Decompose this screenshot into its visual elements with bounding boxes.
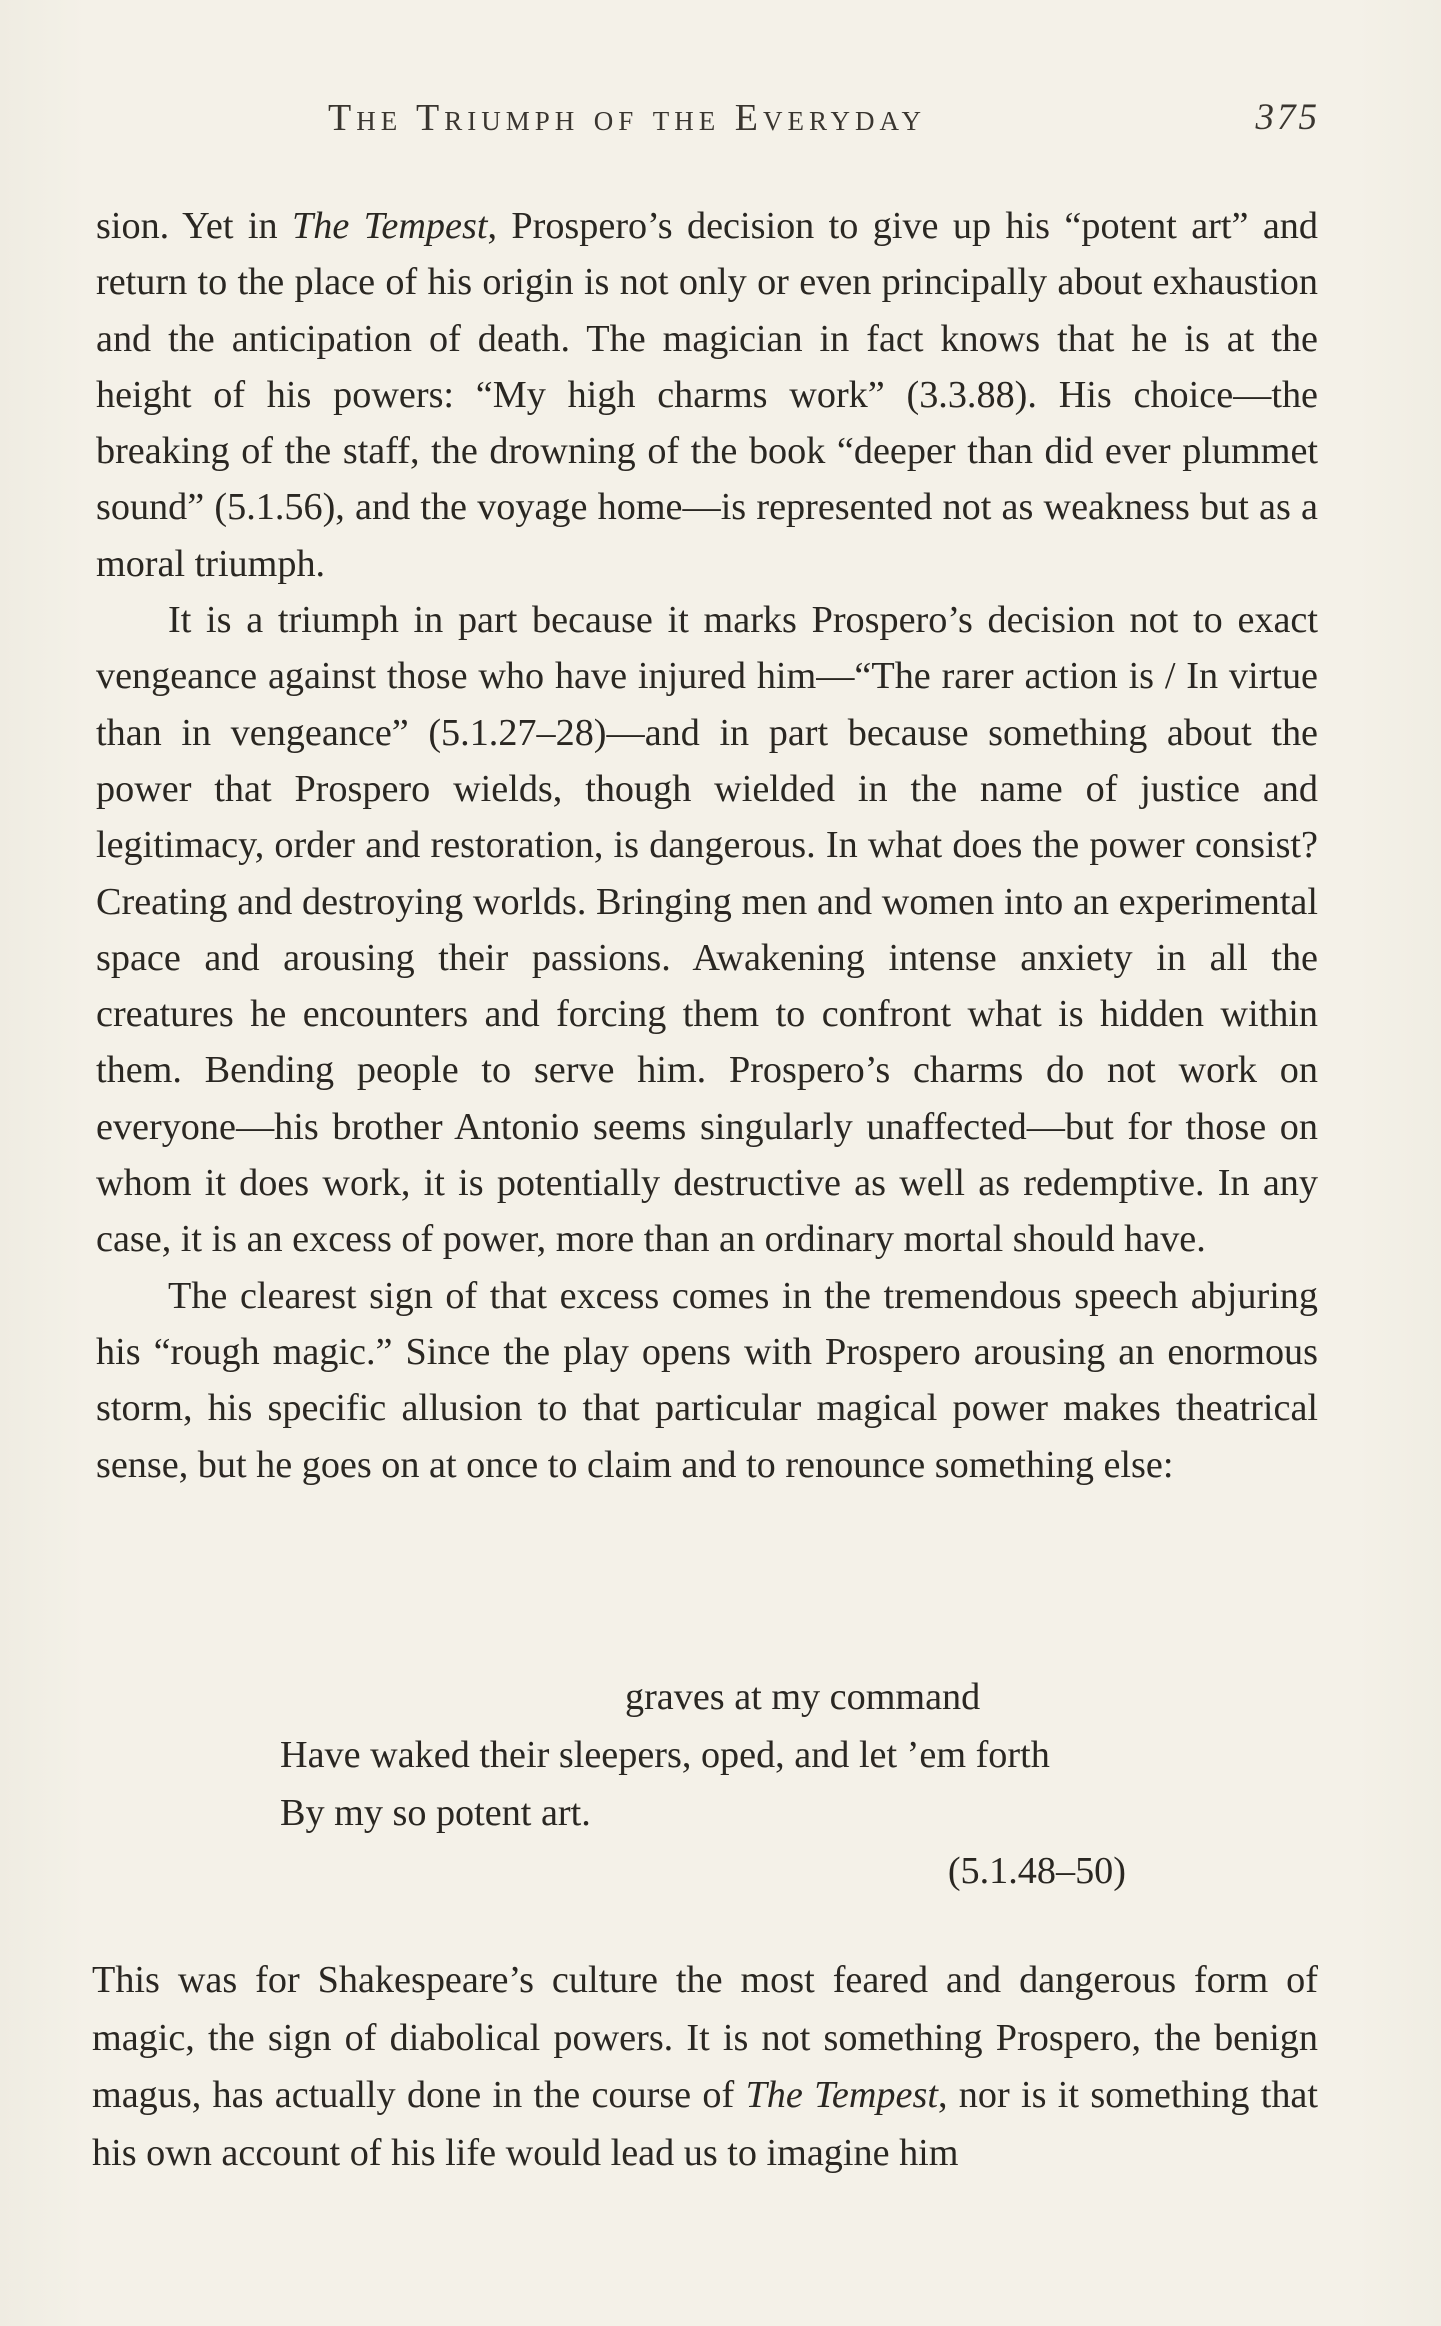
text-run: sion. Yet in [96, 205, 292, 247]
quote-line: Have waked their sleepers, oped, and let ’em forth [280, 1734, 1050, 1776]
paragraph-3 [96, 1268, 1318, 1493]
quote-citation: (5.1.48–50) [947, 1850, 1126, 1892]
paragraph-1 [96, 198, 1318, 592]
text-run: It is a triumph in part because it marks Prospero’s decision not to exact vengeance against those who have injured him—“The rarer action is / In virtue than in vengeance” (5.1.27–28)—and in part because something about the power that Prospero wields, though wielded in the name of justice and legitimacy, order and restoration, is dangerous. In what does the power consist? Creating and destroying worlds. Bringing men and women into an experimental space and arousing their passions. Awakening intense anxiety in all the creatures he encounters and forcing them to confront what is hidden within them. Bending people to serve him. Prospero’s charms do not work on everyone—his brother Antonio seems singularly unaffected—but for those on whom it does work, it is potentially destructive as well as redemptive. In any case, it is an excess of power, more than an ordinary mortal should have. [96, 599, 1318, 1261]
text-run: , nor is it something that his own account of his life would lead us to imagine him [92, 2074, 1318, 2174]
text-run: This was for Shakespeare’s culture the most feared and dangerous form of magic, the sign of diabolical powers. It is not something Prospero, the benign magus, has actually done in the course of [92, 1959, 1318, 2116]
paragraph-4 [92, 1952, 1318, 2182]
running-title: The Triumph of the Everyday [328, 97, 926, 139]
paragraph-2 [96, 592, 1318, 1268]
quote-line: graves at my command [625, 1676, 981, 1718]
quote-line: By my so potent art. [280, 1792, 591, 1834]
body-text [96, 198, 1318, 1493]
text-run: The clearest sign of that excess comes in the tremendous speech abjuring his “rough magic.” Since the play opens with Prospero arousing an enormous storm, his specific allusion to that particular magical power makes theatrical sense, but he goes on at once to claim and to renounce something else: [96, 1274, 1318, 1486]
text-run: , Prospero’s decision to give up his “potent art” and return to the place of his origin is not only or even principally about exhaustion and the anticipation of death. The magician in fact knows that he is at the height of his powers: “My high charms work” (3.3.88). His choice—the breaking of the staff, the drowning of the book “deeper than did ever plummet sound” (5.1.56), and the voyage home—is represented not as weakness but as a moral triumph. [96, 205, 1318, 585]
running-head [0, 96, 1441, 146]
play-title-italic: The Tempest [745, 2074, 938, 2116]
closing-text [92, 1952, 1318, 2182]
block-quote [280, 1668, 1130, 1900]
page-number: 375 [1255, 97, 1320, 138]
play-title-italic: The Tempest [291, 205, 488, 247]
